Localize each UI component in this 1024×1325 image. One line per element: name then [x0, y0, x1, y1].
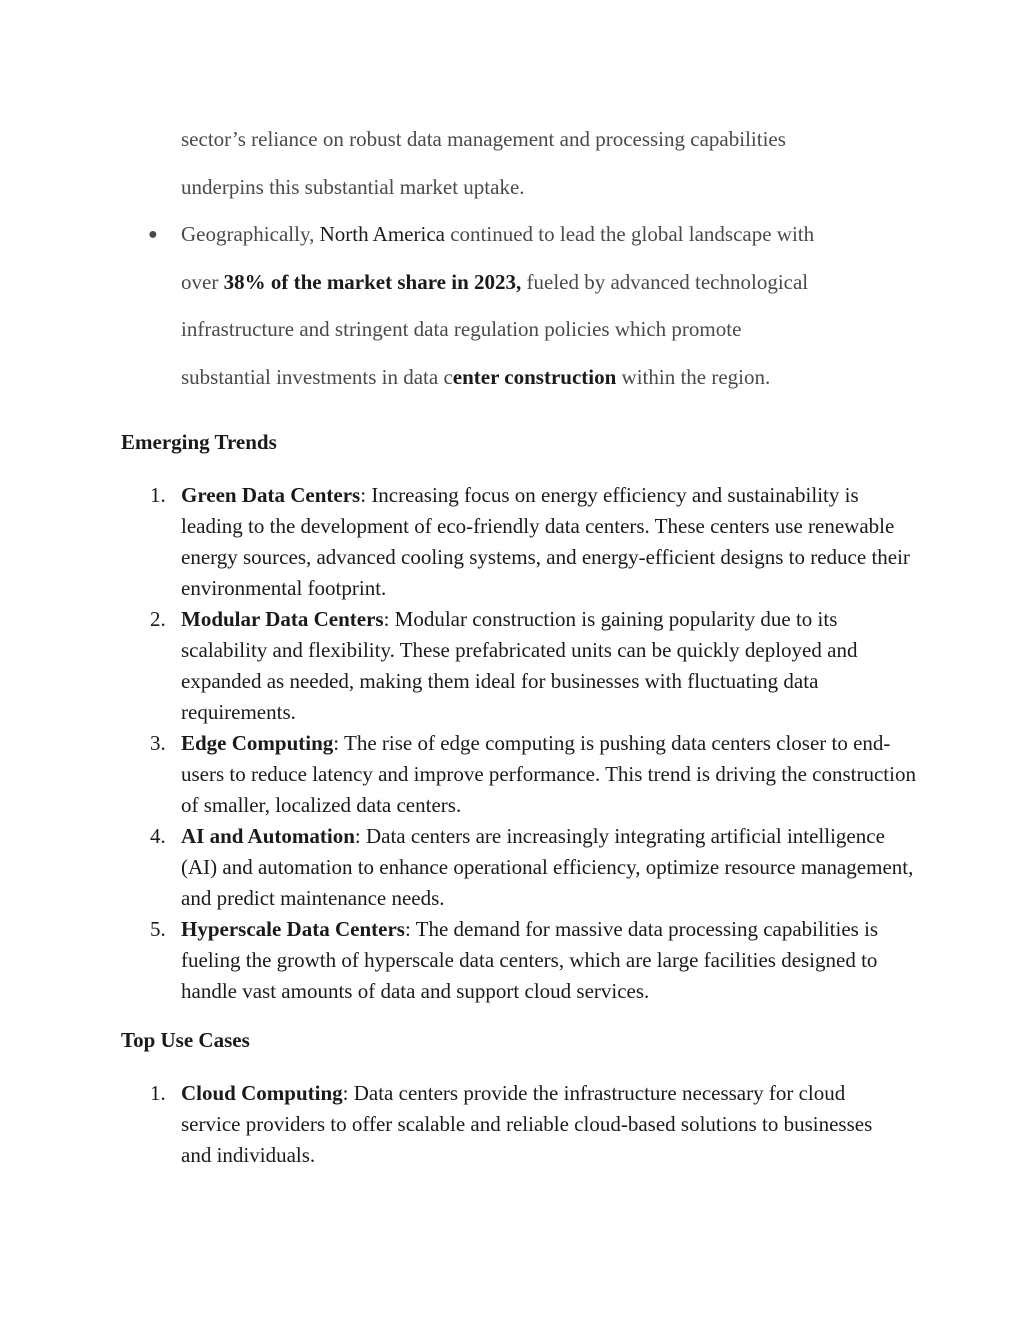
list-number: 4.	[150, 824, 166, 848]
bullet-item	[148, 211, 921, 401]
item-title: Modular Data Centers	[181, 607, 384, 631]
list-item	[121, 821, 921, 914]
continued-text-line: sector’s reliance on robust data management and processing capabilities	[181, 127, 786, 151]
region-highlight: North America	[319, 222, 445, 246]
item-title: Cloud Computing	[181, 1081, 343, 1105]
item-title: Green Data Centers	[181, 483, 361, 507]
bullet-marker: ●	[148, 226, 158, 243]
item-text: : Increasing focus on energy efficiency and sustainability is leading to the development of eco-friendly data centers. These centers use renewable energy sources, advanced cooling systems, and energy-efficient designs to reduce their environmental footprint.	[181, 483, 910, 600]
list-item	[121, 728, 921, 821]
emerging-trends-heading: Emerging Trends	[121, 430, 277, 454]
item-title: Hyperscale Data Centers	[181, 917, 405, 941]
list-number: 5.	[150, 917, 166, 941]
construction-bold: enter construction	[452, 364, 617, 389]
list-number: 3.	[150, 731, 166, 755]
continued-text-line: underpins this substantial market uptake.	[181, 174, 525, 199]
list-item	[121, 1078, 881, 1171]
item-text: : Modular construction is gaining popularity due to its scalability and flexibility. These prefabricated units can be quickly deployed and expanded as needed, making them ideal for businesses with fluctuating data requirements.	[181, 607, 858, 724]
item-text: : The rise of edge computing is pushing data centers closer to end-users to reduce latency and improve performance. This trend is driving the construction of smaller, localized data centers.	[181, 731, 916, 817]
bullet-text: Geographically, North America continued to lead the global landscape with	[181, 222, 815, 246]
market-share-bold: 38% of the market share in 2023,	[223, 269, 522, 294]
list-number: 2.	[150, 607, 166, 631]
top-use-cases-list	[121, 1078, 881, 1171]
bullet-text: over 38% of the market share in 2023, fueled by advanced technological	[181, 269, 809, 294]
emerging-trends-list	[121, 480, 921, 1007]
bullet-text: substantial investments in data center construction within the region.	[181, 364, 771, 389]
item-text: : The demand for massive data processing capabilities is fueling the growth of hyperscale data centers, which are large facilities designed to handle vast amounts of data and support cloud services.	[181, 917, 879, 1003]
item-text: : Data centers provide the infrastructure necessary for cloud service providers to offer scalable and reliable cloud-based solutions to businesses and individuals.	[181, 1081, 873, 1167]
list-item	[121, 914, 921, 1007]
bullet-text: infrastructure and stringent data regulation policies which promote	[181, 317, 742, 341]
list-number: 1.	[150, 1081, 166, 1105]
item-title: Edge Computing	[181, 731, 334, 755]
list-number: 1.	[150, 483, 166, 507]
list-item	[121, 480, 921, 604]
item-title: AI and Automation	[181, 824, 355, 848]
continued-section	[148, 116, 921, 401]
item-text: : Data centers are increasingly integrating artificial intelligence (AI) and automation to enhance operational efficiency, optimize resource management, and predict maintenance needs.	[181, 824, 914, 910]
top-use-cases-heading: Top Use Cases	[121, 1028, 250, 1052]
list-item	[121, 604, 921, 728]
